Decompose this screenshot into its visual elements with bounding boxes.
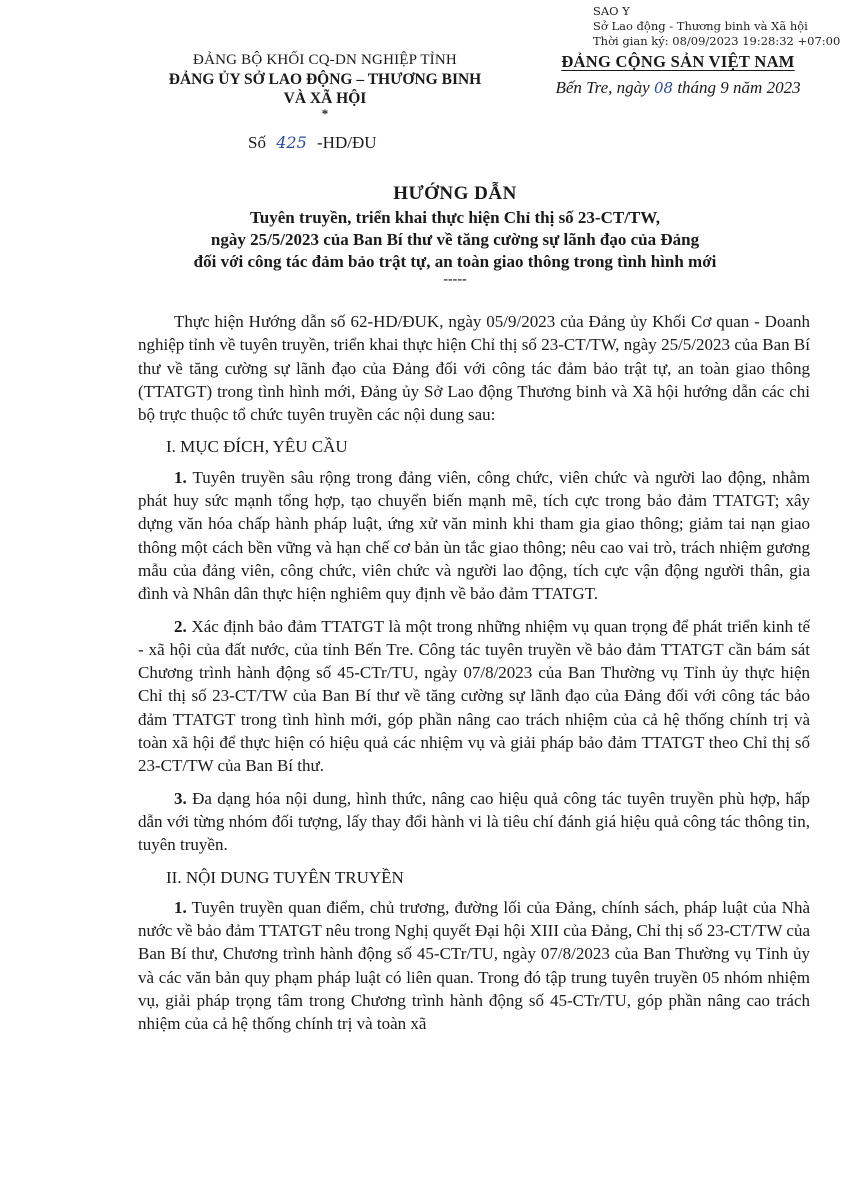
header-star: *	[321, 106, 329, 121]
title-line-3: đối với công tác đảm bảo trật tự, an toàn giao thông trong tình hình mới	[193, 252, 717, 271]
paragraph-4-text: Tuyên truyền quan điểm, chủ trương, đường lối của Đảng, chính sách, pháp luật của Nhà nước về bảo đảm TTATGT nêu trong Nghị quyết Đại hội XIII của Đảng, Chỉ thị số 23-CT/TW của Ban Bí thư, Chương trình hành động số 45-CTr/TU, ngày 07/8/2023 của Ban Thường vụ Tỉnh ủy và các văn bản quy phạm pháp luật có liên quan. Trong đó tập trung tuyên truyền 05 nhóm nhiệm vụ, giải pháp trọng tâm trong Chương trình hành động số 45-CTr/TU, góp phần nâng cao trách nhiệm của cả hệ thống chính trị và toàn xã	[138, 897, 810, 1034]
section-heading-2: II. NỘI DUNG TUYÊN TRUYỀN	[166, 867, 404, 887]
document-number	[248, 133, 377, 153]
paragraph-3-text: Đa dạng hóa nội dung, hình thức, nâng cao hiệu quả công tác tuyên truyền phù hợp, hấp dẫn với từng nhóm đối tượng, lấy thay đổi hành vi là tiêu chí đánh giá hiệu quả công tác thông tin, tuyên truyền.	[138, 788, 810, 855]
party-header	[518, 52, 838, 98]
title-separator: -----	[443, 272, 467, 287]
paragraph-1	[138, 466, 810, 606]
paragraph-4	[138, 896, 810, 1036]
parent-organization: ĐẢNG BỘ KHỐI CQ-DN NGHIỆP TỈNH	[193, 52, 457, 68]
paragraph-2	[138, 615, 810, 778]
document-type: HƯỚNG DẪN	[393, 183, 517, 204]
paragraph-3	[138, 787, 810, 857]
paragraph-2-number: 2.	[174, 616, 187, 636]
paragraph-4-number: 1.	[174, 897, 187, 917]
paragraph-3-number: 3.	[174, 788, 187, 808]
issuing-organization-line-2: VÀ XÃ HỘI	[283, 90, 367, 107]
title-line-1: Tuyên truyền, triển khai thực hiện Chỉ thị số 23-CT/TW,	[250, 208, 660, 227]
document-title-block	[100, 181, 810, 287]
stamp-line-2: Sở Lao động - Thương binh và Xã hội	[593, 19, 808, 33]
stamp-line-3: Thời gian ký: 08/09/2023 19:28:32 +07:00	[593, 34, 841, 48]
date-place: Bến Tre, ngày	[555, 78, 650, 97]
issuing-organization-line-1: ĐẢNG ỦY SỞ LAO ĐỘNG – THƯƠNG BINH	[168, 71, 482, 88]
intro-paragraph: Thực hiện Hướng dẫn số 62-HD/ĐUK, ngày 05/9/2023 của Đảng ủy Khối Cơ quan - Doanh nghiệp tỉnh về tuyên truyền, triển khai thực hiện Chỉ thị số 23-CT/TW, ngày 25/5/2023 của Ban Bí thư về tăng cường sự lãnh đạo của Đảng đối với công tác đảm bảo trật tự, an toàn giao thông (TTATGT) trong tình hình mới, Đảng ủy Sở Lao động Thương binh và Xã hội hướng dẫn các chi bộ trực thuộc tổ chức tuyên truyền các nội dung sau:	[138, 312, 810, 425]
doc-number-prefix: Số	[248, 133, 266, 152]
doc-number-suffix: -HD/ĐU	[317, 133, 377, 152]
stamp-line-1: SAO Y	[593, 4, 630, 18]
doc-number-handwritten: 425	[276, 133, 307, 152]
section-heading-1: I. MỤC ĐÍCH, YÊU CẦU	[166, 437, 348, 457]
document-body	[138, 310, 810, 1045]
digital-signature-stamp	[593, 4, 840, 49]
date-rest: tháng 9 năm 2023	[677, 78, 801, 97]
title-line-2: ngày 25/5/2023 của Ban Bí thư về tăng cường sự lãnh đạo của Đảng	[210, 230, 700, 249]
date-day-handwritten: 08	[653, 79, 674, 97]
issuing-authority-header	[140, 50, 510, 120]
paragraph-1-number: 1.	[174, 467, 187, 487]
party-name: ĐẢNG CỘNG SẢN VIỆT NAM	[561, 52, 795, 71]
paragraph-2-text: Xác định bảo đảm TTATGT là một trong những nhiệm vụ quan trọng để phát triển kinh tế - xã hội của đất nước, của tỉnh Bến Tre. Công tác tuyên truyền về bảo đảm TTATGT cần bám sát Chương trình hành động số 45-CTr/TU, ngày 07/8/2023 của Ban Thường vụ Tỉnh ủy thực hiện Chỉ thị số 23-CT/TW của Ban Bí thư về tăng cường sự lãnh đạo của Đảng đối với công tác bảo đảm TTATGT trong tình hình mới, góp phần nâng cao trách nhiệm của cả hệ thống chính trị và toàn xã hội để thực hiện có hiệu quả các nhiệm vụ và giải pháp bảo đảm TTATGT theo Chỉ thị số 23-CT/TW của Ban Bí thư.	[138, 616, 810, 776]
paragraph-1-text: Tuyên truyền sâu rộng trong đảng viên, công chức, viên chức và người lao động, nhằm phát huy sức mạnh tổng hợp, tạo chuyển biến mạnh mẽ, tích cực trong bảo đảm TTATGT; xây dựng văn hóa chấp hành pháp luật, ứng xử văn minh khi tham gia giao thông; giảm tai nạn giao thông một cách bền vững và hạn chế cơ bản ùn tắc giao thông; nêu cao vai trò, trách nhiệm gương mẫu của đảng viên, công chức, viên chức và người lao động, tích cực vận động người thân, gia đình và Nhân dân thực hiện nghiêm quy định về bảo đảm TTATGT.	[138, 467, 810, 604]
issue-date	[518, 78, 838, 98]
